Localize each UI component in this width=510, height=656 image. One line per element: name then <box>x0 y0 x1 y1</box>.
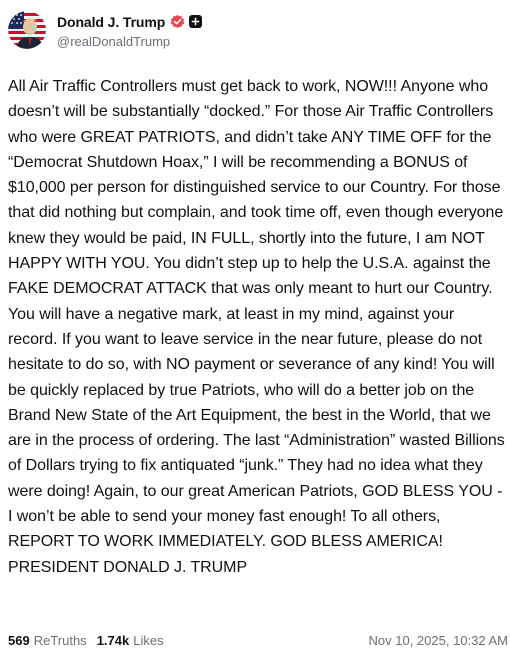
plus-icon[interactable] <box>189 15 202 28</box>
post-body-text: All Air Traffic Controllers must get back to work, NOW!!! Anyone who doesn’t will be substantially “docked.” For those Air Traffic Controllers who were GREAT PATRIOTS, and didn’t take ANY TIME OFF for the “Democrat Shutdown Hoax,” I will be recommending a BONUS of $10,000 per person for distinguished service to our Country. For those that did nothing but complain, and took time off, even though everyone knew they would be paid, IN FULL, shortly into the future, I am NOT HAPPY WITH YOU. You didn’t step up to help the U.S.A. against the FAKE DEMOCRAT ATTACK that was only meant to hurt our Country. You will have a negative mark, at least in my mind, against your record. If you want to leave service in the near future, please do not hesitate to do so, with NO payment or severance of any kind! You will be quickly replaced by true Patriots, who will do a better job on the Brand New State of the Art Equipment, the best in the World, that we are in the process of ordering. The last “Administration” wasted Billions of Dollars trying to fix antiquated “junk.” They had no idea what they were doing! Again, to our great American Patriots, GOD BLESS YOU - I won’t be able to send your money fast enough! To all others, REPORT TO WORK IMMEDIATELY. GOD BLESS AMERICA! PRESIDENT DONALD J. TRUMP <box>8 78 510 576</box>
author-handle[interactable]: @realDonaldTrump <box>57 33 171 49</box>
retruths-label: ReTruths <box>33 632 87 648</box>
post-footer <box>8 630 508 650</box>
likes-stat[interactable] <box>97 633 164 648</box>
avatar[interactable] <box>8 11 46 49</box>
retruths-count: 569 <box>8 632 30 648</box>
likes-label: Likes <box>133 632 164 648</box>
display-name[interactable]: Donald J. Trump <box>57 13 166 30</box>
retruths-stat[interactable] <box>8 633 87 648</box>
post-header <box>8 9 202 51</box>
author-identity <box>57 12 202 49</box>
name-row <box>57 12 202 32</box>
post-timestamp[interactable]: Nov 10, 2025, 10:32 AM <box>368 632 508 648</box>
likes-count: 1.74k <box>96 632 130 648</box>
verified-badge-icon <box>170 14 185 29</box>
